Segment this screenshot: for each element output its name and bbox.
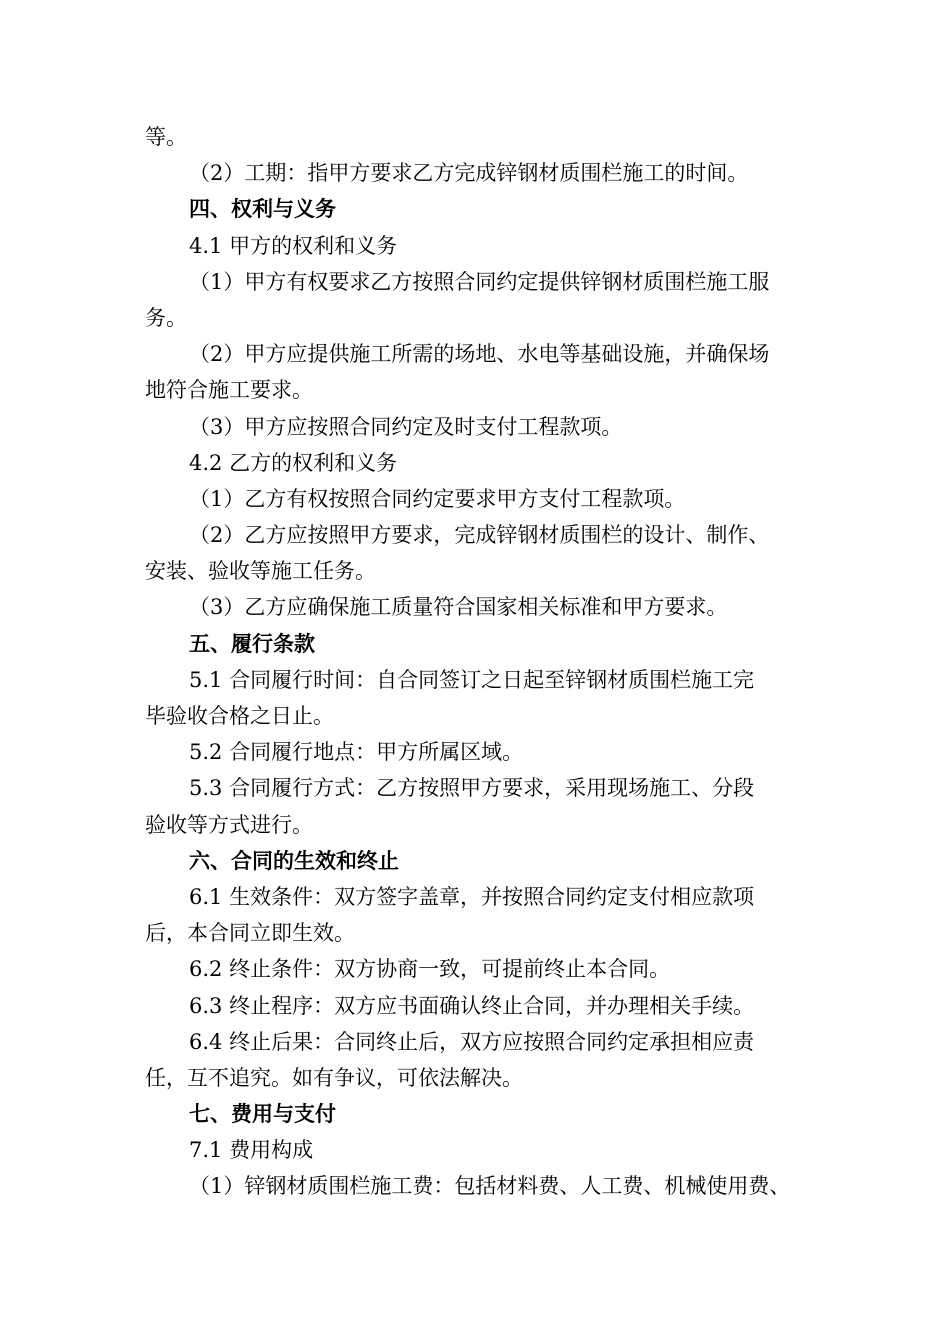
section-heading: 六、合同的生效和终止 <box>189 847 399 873</box>
paragraph-line: 4.2 乙方的权利和义务 <box>189 450 398 475</box>
paragraph-line: （1）乙方有权按照合同约定要求甲方支付工程款项。 <box>189 486 686 511</box>
section-heading: 四、权利与义务 <box>189 196 336 222</box>
paragraph-line: 6.4 终止后果：合同终止后，双方应按照合同约定承担相应责 <box>189 1029 755 1054</box>
paragraph-line: 后，本合同立即生效。 <box>145 921 355 946</box>
paragraph-line: 4.1 甲方的权利和义务 <box>189 233 398 258</box>
document-body <box>145 119 825 1205</box>
paragraph-line: 地符合施工要求。 <box>145 378 313 403</box>
paragraph-line: 等。 <box>145 125 187 149</box>
paragraph-line: （2）甲方应提供施工所需的场地、水电等基础设施，并确保场 <box>189 342 770 367</box>
paragraph-line: 务。 <box>145 305 187 330</box>
paragraph-line: 安装、验收等施工任务。 <box>145 559 376 584</box>
paragraph-line: 5.1 合同履行时间：自合同签订之日起至锌钢材质围栏施工完 <box>189 667 755 692</box>
paragraph-line: （1）锌钢材质围栏施工费：包括材料费、人工费、机械使用费、 <box>189 1174 791 1199</box>
paragraph-line: （2）乙方应按照甲方要求，完成锌钢材质围栏的设计、制作、 <box>189 523 770 548</box>
paragraph-line: 验收等方式进行。 <box>145 812 313 837</box>
paragraph-line: 6.2 终止条件：双方协商一致，可提前终止本合同。 <box>189 957 671 982</box>
paragraph-line: 任，互不追究。如有争议，可依法解决。 <box>145 1065 523 1090</box>
paragraph-line: 5.2 合同履行地点：甲方所属区域。 <box>189 740 524 765</box>
paragraph-line: （3）甲方应按照合同约定及时支付工程款项。 <box>189 414 623 439</box>
paragraph-line: 7.1 费用构成 <box>189 1138 314 1163</box>
section-heading: 七、费用与支付 <box>189 1101 336 1127</box>
paragraph-line: 6.1 生效条件：双方签字盖章，并按照合同约定支付相应款项 <box>189 884 755 909</box>
paragraph-line: （3）乙方应确保施工质量符合国家相关标准和甲方要求。 <box>189 595 728 620</box>
paragraph-line: 6.3 终止程序：双方应书面确认终止合同，并办理相关手续。 <box>189 993 755 1018</box>
paragraph-line: （1）甲方有权要求乙方按照合同约定提供锌钢材质围栏施工服 <box>189 269 770 294</box>
paragraph-line: 毕验收合格之日止。 <box>145 704 334 728</box>
paragraph-line: （2）工期：指甲方要求乙方完成锌钢材质围栏施工的时间。 <box>189 161 749 186</box>
paragraph-line: 5.3 合同履行方式：乙方按照甲方要求，采用现场施工、分段 <box>189 776 755 801</box>
section-heading: 五、履行条款 <box>189 630 315 656</box>
